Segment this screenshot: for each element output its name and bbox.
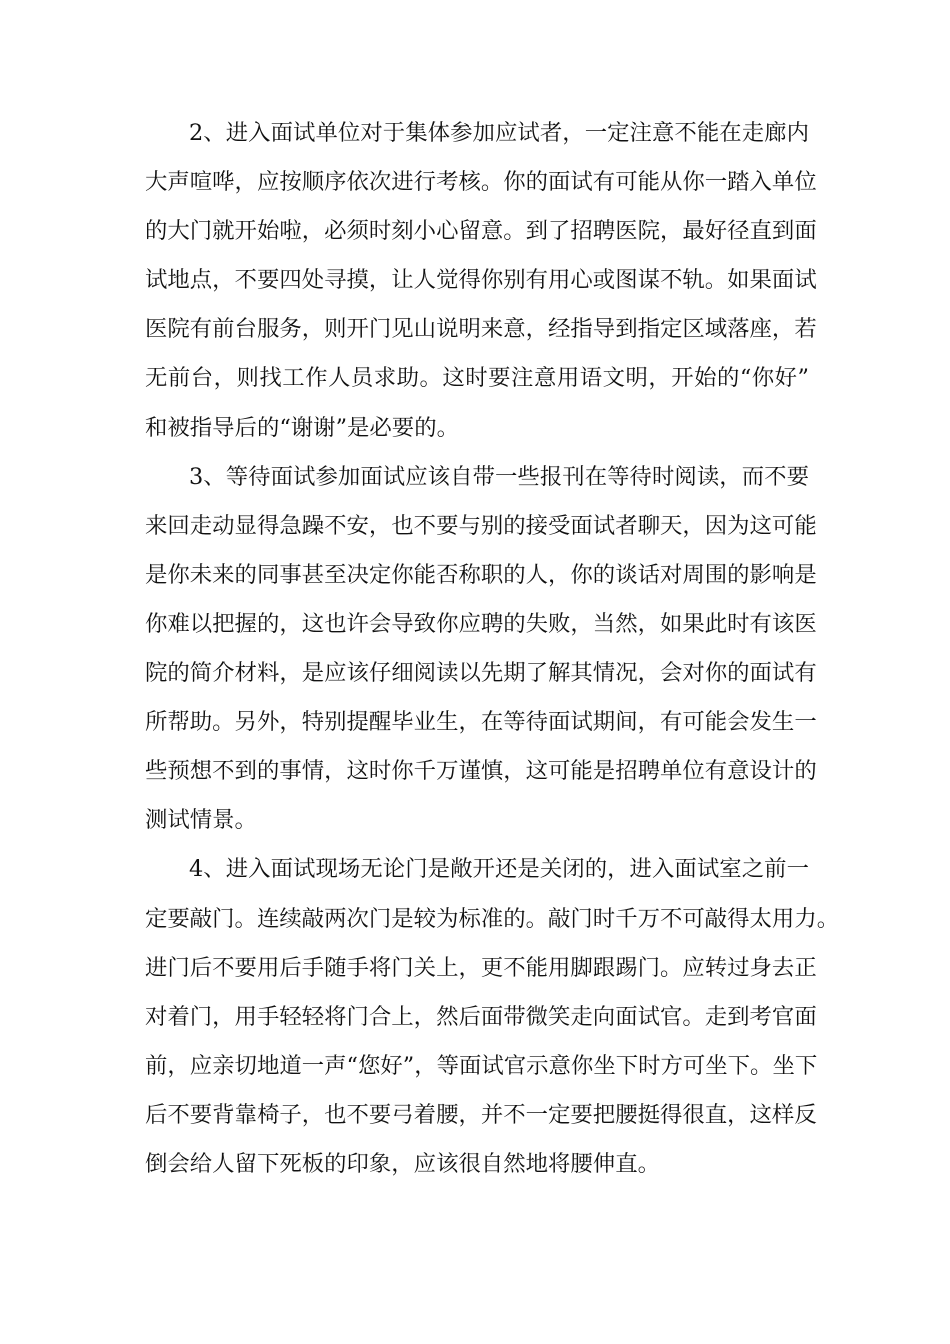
text-line: 些预想不到的事情，这时你千万谨慎，这可能是招聘单位有意设计的 (145, 758, 817, 785)
text-line: 前，应亲切地道一声“您好”，等面试官示意你坐下时方可坐下。坐下 (145, 1052, 818, 1079)
text-line: 无前台，则找工作人员求助。这时要注意用语文明，开始的“你好” (145, 365, 809, 392)
text-line: 所帮助。另外，特别提醒毕业生，在等待面试期间，有可能会发生一 (145, 709, 817, 736)
text-line: 后不要背靠椅子，也不要弓着腰，并不一定要把腰挺得很直，这样反 (145, 1101, 817, 1128)
text-line: 你难以把握的，这也许会导致你应聘的失败，当然，如果此时有该医 (145, 610, 817, 637)
text-line: 的大门就开始啦，必须时刻小心留意。到了招聘医院，最好径直到面 (145, 218, 817, 245)
text-line: 对着门，用手轻轻将门合上，然后面带微笑走向面试官。走到考官面 (145, 1003, 817, 1030)
text-line: 和被指导后的“谢谢”是必要的。 (145, 414, 459, 441)
text-line: 来回走动显得急躁不安，也不要与别的接受面试者聊天，因为这可能 (145, 512, 817, 539)
text-line: 3、等待面试参加面试应该自带一些报刊在等待时阅读，而不要 (189, 463, 809, 490)
text-line: 2、进入面试单位对于集体参加应试者，一定注意不能在走廊内 (189, 120, 809, 146)
text-line: 4、进入面试现场无论门是敞开还是关闭的，进入面试室之前一 (189, 856, 809, 883)
text-line: 大声喧哗，应按顺序依次进行考核。你的面试有可能从你一踏入单位 (145, 169, 817, 196)
text-line: 院的简介材料，是应该仔细阅读以先期了解其情况，会对你的面试有 (145, 660, 817, 687)
text-line: 倒会给人留下死板的印象，应该很自然地将腰伸直。 (145, 1150, 660, 1177)
paragraph-item-4 (145, 845, 840, 1189)
text-line: 医院有前台服务，则开门见山说明来意，经指导到指定区域落座，若 (145, 316, 817, 343)
text-line: 试地点，不要四处寻摸，让人觉得你别有用心或图谋不轨。如果面试 (145, 267, 817, 294)
paragraph-item-3 (145, 453, 817, 846)
document-body (145, 109, 840, 1189)
text-line: 定要敲门。连续敲两次门是较为标准的。敲门时千万不可敲得太用力。 (145, 905, 840, 932)
text-line: 是你未来的同事甚至决定你能否称职的人，你的谈话对周围的影响是 (145, 561, 817, 588)
text-line: 进门后不要用后手随手将门关上，更不能用脚跟踢门。应转过身去正 (145, 954, 817, 981)
paragraph-item-2 (145, 109, 817, 453)
text-line: 测试情景。 (145, 807, 257, 834)
